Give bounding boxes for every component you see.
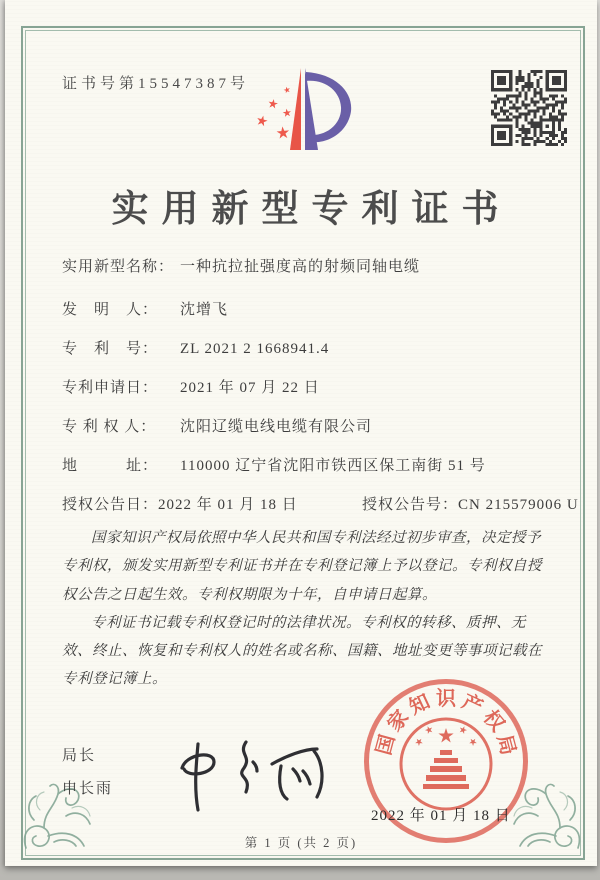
field-grant-row <box>62 493 579 514</box>
legal-paragraph: 专利证书记载专利权登记时的法律状况。专利权的转移、质押、无效、终止、恢复和专利权人的姓名或名称、国籍、地址变更等事项记载在专利登记簿上。 <box>62 614 542 688</box>
legal-text <box>62 524 550 694</box>
field-label: 地 址： <box>62 458 159 474</box>
field-value: 一种抗拉扯强度高的射频同轴电缆 <box>180 259 421 275</box>
certificate-number: 证书号第15547387号 <box>62 76 250 92</box>
field-label: 实用新型名称： <box>62 259 175 275</box>
grant-number-label: 授权公告号： <box>362 497 459 513</box>
page-number-footer: 第 1 页 (共 2 页) <box>244 836 358 850</box>
cnipa-logo-icon <box>245 60 357 160</box>
field-value: 110000 辽宁省沈阳市铁西区保工南街 51 号 <box>180 458 486 474</box>
field-application-date <box>62 376 562 397</box>
field-label: 发 明 人： <box>62 302 159 318</box>
signer-block <box>62 740 113 806</box>
field-patentee <box>62 415 562 436</box>
field-name <box>62 255 562 276</box>
signer-title: 局长 <box>62 748 97 764</box>
certificate-page <box>5 0 597 866</box>
field-label: 专 利 号： <box>62 341 159 357</box>
qr-code-icon <box>491 70 567 146</box>
field-inventor <box>62 298 562 319</box>
seal-character: 知 <box>406 690 434 720</box>
seal-character: 局 <box>492 732 520 758</box>
seal-character: 家 <box>383 706 414 736</box>
grant-number-value: CN 215579006 U <box>458 497 579 513</box>
field-patent-number <box>62 337 562 358</box>
field-label: 专 利 权 人： <box>62 419 157 435</box>
seal-character: 识 <box>436 688 456 710</box>
seal-character: 产 <box>458 690 486 720</box>
grant-date-label: 授权公告日： <box>62 497 159 513</box>
seal-character: 权 <box>478 706 509 736</box>
field-value: 2021 年 07 月 22 日 <box>180 380 320 396</box>
field-value: 沈增飞 <box>180 302 229 318</box>
handwritten-signature-icon <box>160 716 330 812</box>
legal-paragraph: 国家知识产权局依照中华人民共和国专利法经过初步审查，决定授予专利权，颁发实用新型专利证书并在专利登记簿上予以登记。专利权自授权公告之日起生效。专利权期限为十年，自申请日起算。 <box>62 530 542 603</box>
field-value: 沈阳辽缆电线电缆有限公司 <box>180 419 373 435</box>
field-value: ZL 2021 2 1668941.4 <box>180 341 330 357</box>
seal-date: 2022 年 01 月 18 日 <box>371 808 511 824</box>
grant-date-value: 2022 年 01 月 18 日 <box>158 497 298 513</box>
national-emblem-icon <box>396 714 496 814</box>
field-label: 专利申请日： <box>62 380 159 396</box>
seal-character: 国 <box>372 732 400 758</box>
signer-name: 申长雨 <box>62 781 114 797</box>
field-address <box>62 454 562 475</box>
certificate-title: 实用新型专利证书 <box>111 189 512 230</box>
